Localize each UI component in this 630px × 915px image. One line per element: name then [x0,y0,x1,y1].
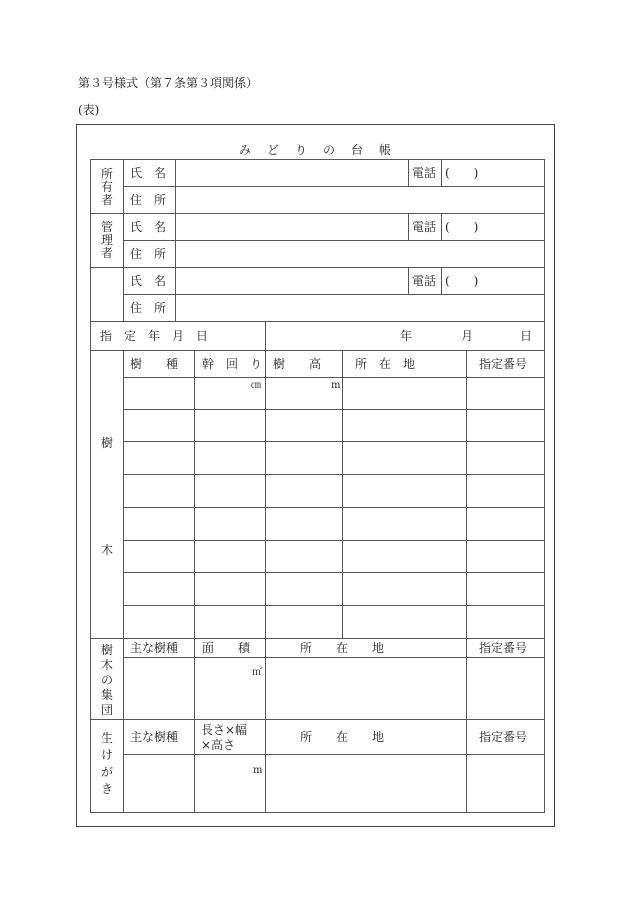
designation-day: 日 [520,329,533,343]
hedges-col-main-species: 主な樹種 [130,730,179,744]
form-number: 第３号様式（第７条第３項関係） [78,76,259,90]
manager-label: 管理者 [100,220,113,260]
col-species: 樹 種 [130,357,179,371]
ledger-title: みどりの台帳 [238,143,407,157]
designation-month: 月 [461,329,474,343]
hedges-label: 生けがき [100,731,113,796]
unit-area: ㎡ [252,667,262,678]
unit-girth: ㎝ [251,380,261,391]
owner-phone-label: 電話 [412,166,437,180]
trees-label-bottom: 木 [101,543,114,557]
groves-label: 樹木の集団 [100,643,113,717]
designation-year: 年 [400,329,413,343]
col-height: 樹 高 [273,357,322,371]
groves-col-main-species: 主な樹種 [130,641,179,655]
hedges-col-location: 所 在 地 [300,730,385,744]
hedges-col-dimensions-1: 長さ×幅 [201,723,248,737]
form-side-label: (表) [78,103,100,117]
manager-phone-paren: ( ) [445,220,479,234]
other-name-label: 氏 名 [130,274,167,288]
unit-length: m [253,765,263,776]
owner-name-label: 氏 名 [130,166,167,180]
hedges-col-number: 指定番号 [479,730,528,744]
col-girth: 幹 回 り [202,357,263,371]
other-phone-paren: ( ) [445,274,479,288]
other-address-label: 住 所 [130,301,167,315]
hedges-col-dimensions-2: ×高さ [201,738,236,752]
other-phone-label: 電話 [412,274,437,288]
owner-phone-paren: ( ) [445,166,479,180]
manager-phone-label: 電話 [412,220,437,234]
owner-label: 所有者 [100,167,113,207]
col-number: 指定番号 [479,357,528,371]
manager-name-label: 氏 名 [130,220,167,234]
unit-height: m [331,380,341,391]
owner-address-label: 住 所 [130,193,167,207]
groves-col-location: 所 在 地 [300,641,385,655]
groves-col-area: 面 積 [202,641,251,655]
manager-address-label: 住 所 [130,247,167,261]
col-location: 所 在 地 [355,357,416,371]
groves-col-number: 指定番号 [479,641,528,655]
trees-label-top: 樹 [101,436,114,450]
designation-date-label: 指 定 年 月 日 [100,329,209,343]
